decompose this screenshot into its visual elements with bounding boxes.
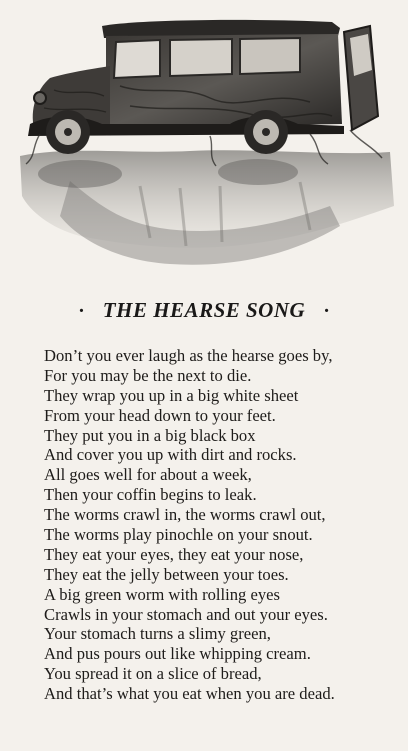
poem-line: Don’t you ever laugh as the hearse goes by,	[44, 346, 333, 365]
poem-line: For you may be the next to die.	[44, 365, 252, 385]
poem-line: You spread it on a slice of bread,	[44, 664, 262, 684]
rear-wheel	[244, 110, 288, 154]
poem-line: And cover you up with dirt and rocks.	[44, 445, 297, 465]
poem-line: The worms crawl in, the worms crawl out,	[44, 505, 326, 525]
reflection-wash	[20, 150, 394, 264]
front-wheel	[46, 110, 90, 154]
poem-line: From your head down to your feet.	[44, 405, 276, 425]
poem-line: And that’s what you eat when you are dead.	[44, 684, 335, 704]
poem-line: They put you in a big black box	[44, 425, 256, 445]
poem-line: Your stomach turns a slimy green,	[44, 624, 271, 644]
poem-line: The worms play pinochle on your snout.	[44, 525, 313, 545]
poem-line: And pus pours out like whipping cream.	[44, 644, 311, 664]
poem-title-row	[0, 298, 408, 328]
hearse-illustration	[10, 6, 402, 276]
poem-line: All goes well for about a week,	[44, 465, 252, 485]
poem-line: Then your coffin begins to leak.	[44, 485, 257, 505]
poem-line: They wrap you up in a big white sheet	[44, 385, 299, 405]
title-ornament-left: ·	[78, 300, 85, 322]
poem-title: THE HEARSE SONG	[102, 298, 306, 322]
poem-line: They eat your eyes, they eat your nose,	[44, 544, 304, 564]
poem-line: Crawls in your stomach and out your eyes.	[44, 604, 328, 624]
poem-line: They eat the jelly between your toes.	[44, 564, 289, 584]
poem-line: A big green worm with rolling eyes	[44, 584, 280, 604]
title-ornament-right: ·	[323, 300, 330, 322]
poem-body	[44, 346, 404, 704]
